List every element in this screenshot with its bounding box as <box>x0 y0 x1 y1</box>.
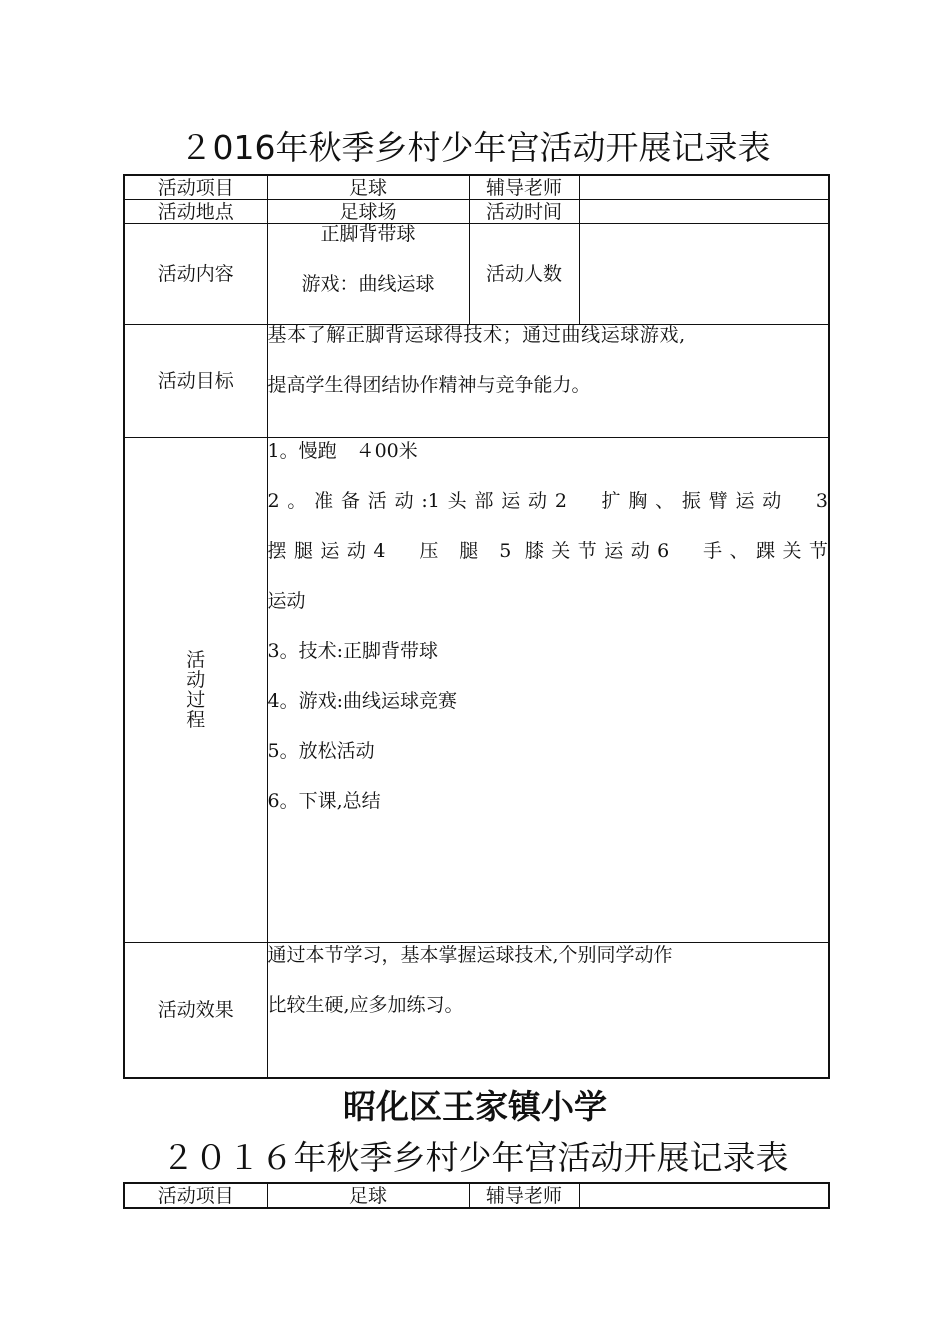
value-project: 足球 <box>267 1183 469 1208</box>
process-line: 3。技术:正脚背带球 <box>267 641 438 662</box>
process-line: 2。准备活动:1头部运动2 扩胸、振臂运动 3 <box>267 491 828 512</box>
table-row-project <box>124 175 829 200</box>
value-teacher <box>579 1183 829 1208</box>
value-location: 足球场 <box>267 200 469 224</box>
table-row-location <box>124 200 829 224</box>
table-row-project <box>124 1183 829 1208</box>
table-row-effect <box>124 943 829 1078</box>
value-teacher <box>579 175 829 200</box>
process-label-char: 过 <box>186 689 206 711</box>
process-line: 1。慢跑 ４00米 <box>267 441 418 462</box>
activity-record-table <box>123 174 830 1079</box>
record-title-2: ２０１６年秋季乡村少年宫活动开展记录表 <box>161 1138 789 1177</box>
value-goal <box>267 325 829 438</box>
value-participants <box>579 224 829 325</box>
value-process <box>267 438 829 943</box>
process-line: 4。游戏:曲线运球竞赛 <box>267 691 457 712</box>
value-time <box>579 200 829 224</box>
table-row-content <box>124 224 829 325</box>
effect-line-2: 比较生硬,应多加练习。 <box>267 995 464 1016</box>
label-project: 活动项目 <box>124 175 267 200</box>
label-location: 活动地点 <box>124 200 267 224</box>
label-time: 活动时间 <box>469 200 579 224</box>
label-teacher: 辅导老师 <box>469 1183 579 1208</box>
activity-record-table-2 <box>123 1182 830 1209</box>
process-label-char: 活 <box>186 649 206 671</box>
content-line-1: 正脚背带球 <box>320 223 416 245</box>
process-line: 5。放松活动 <box>267 741 375 762</box>
table-row-process <box>124 438 829 943</box>
content-line-2: 游戏：曲线运球 <box>301 273 435 295</box>
label-effect: 活动效果 <box>124 943 267 1078</box>
record-title: ２016年秋季乡村少年宫活动开展记录表 <box>179 128 771 167</box>
value-project: 足球 <box>267 175 469 200</box>
value-content <box>267 224 469 325</box>
label-goal: 活动目标 <box>124 325 267 438</box>
goal-line-2: 提高学生得团结协作精神与竞争能力。 <box>267 375 591 396</box>
process-label-char: 程 <box>186 709 206 731</box>
process-line: 摆腿运动4 压 腿 5 膝关节运动6 手、踝关节 <box>267 541 828 562</box>
value-effect <box>267 943 829 1078</box>
label-participants: 活动人数 <box>469 224 579 325</box>
label-content: 活动内容 <box>124 224 267 325</box>
goal-line-1: 基本了解正脚背运球得技术；通过曲线运球游戏, <box>267 325 686 346</box>
label-process <box>124 438 267 943</box>
school-name: 昭化区王家镇小学 <box>343 1087 607 1126</box>
effect-line-1: 通过本节学习，基本掌握运球技术,个别同学动作 <box>267 945 673 966</box>
label-project: 活动项目 <box>124 1183 267 1208</box>
process-label-char: 动 <box>186 669 206 691</box>
process-line: 运动 <box>267 591 306 612</box>
label-teacher: 辅导老师 <box>469 175 579 200</box>
process-line: 6。下课,总结 <box>267 791 381 812</box>
table-row-goal <box>124 325 829 438</box>
